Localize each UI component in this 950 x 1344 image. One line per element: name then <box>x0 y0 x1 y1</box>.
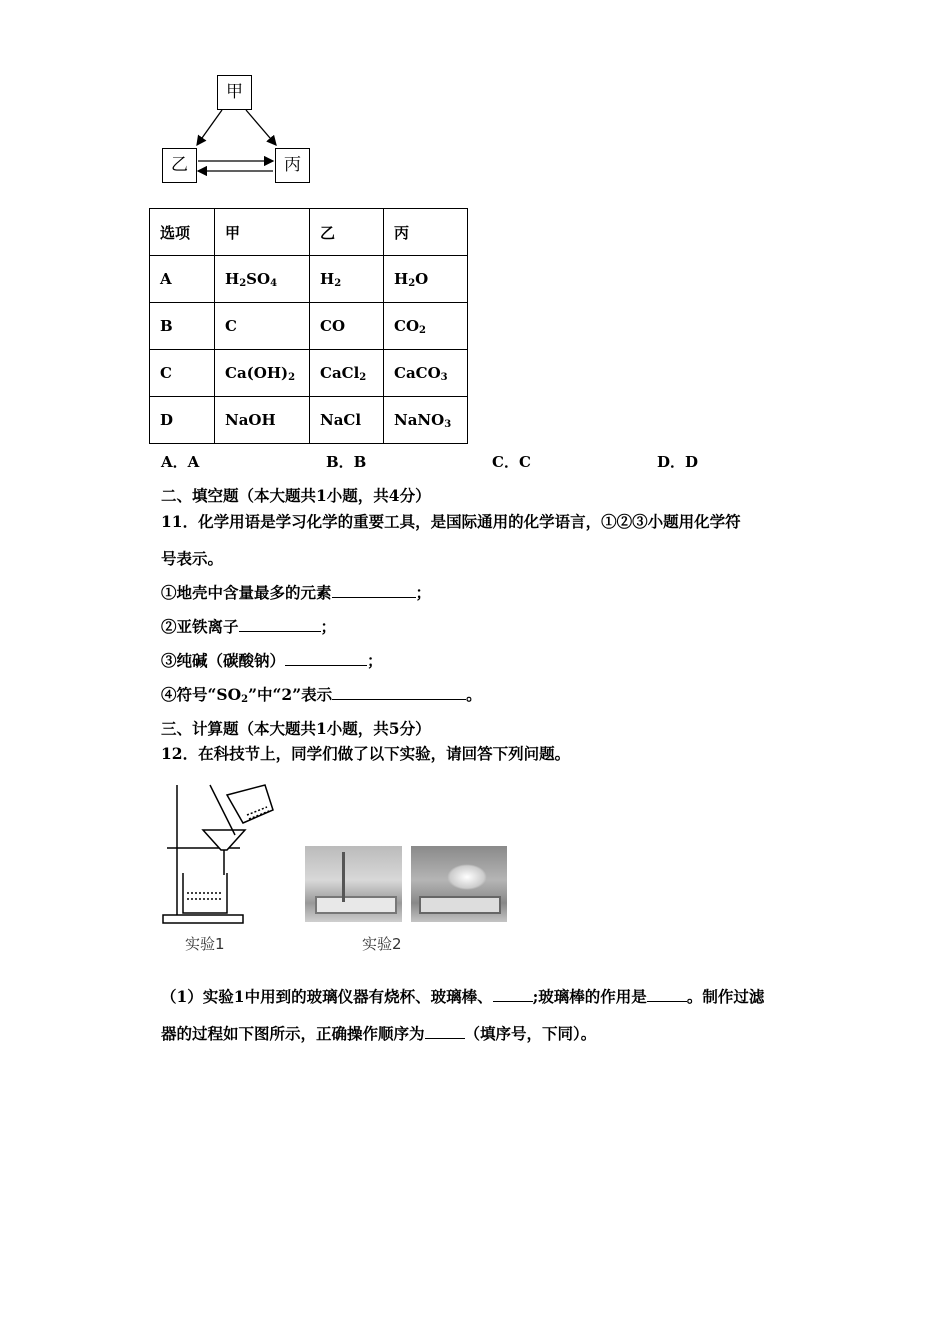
q12-stem: 12．在科技节上，同学们做了以下实验，请回答下列问题。 <box>161 744 571 763</box>
table-cell: $H_2SO_4$ <box>215 256 310 303</box>
diagram-arrows <box>0 0 360 200</box>
q11-stem-line1: 11．化学用语是学习化学的重要工具，是国际通用的化学语言，①②③小题用化学符 <box>161 512 741 531</box>
answer-blank[interactable] <box>493 987 533 1002</box>
table-cell: $H_2$ <box>310 256 384 303</box>
answer-blank[interactable] <box>647 987 687 1002</box>
table-row <box>150 397 468 444</box>
answer-blank[interactable] <box>285 651 367 666</box>
header-cell: 丙 <box>384 209 468 256</box>
node-bing: 丙 <box>275 148 310 183</box>
table-row <box>150 256 468 303</box>
table-cell: C <box>150 350 215 397</box>
period: 。 <box>466 685 482 704</box>
q11-item1-text: ①地壳中含量最多的元素 <box>161 583 332 602</box>
node-yi: 乙 <box>162 148 197 183</box>
q12-part1-text-a: （1）实验1中用到的玻璃仪器有烧杯、玻璃棒、 <box>161 987 493 1006</box>
q11-item3-text: ③纯碱（碳酸钠） <box>161 651 286 670</box>
choice-c: C．C <box>492 453 531 471</box>
q12-part1-line1 <box>161 985 764 1007</box>
q12-part1-text-b: ;玻璃棒的作用是 <box>532 987 647 1006</box>
q11-item4-text: ④符号“$SO_2$”中“2”表示 <box>161 685 333 705</box>
node-jia: 甲 <box>217 75 252 110</box>
table-cell: $H_2O$ <box>384 256 468 303</box>
q12-part1-text-c: 。制作过滤 <box>686 987 765 1006</box>
q11-item3 <box>161 649 383 671</box>
table-cell: CO <box>310 303 384 350</box>
choice-b: B．B <box>326 453 367 471</box>
header-cell: 甲 <box>215 209 310 256</box>
q11-item1 <box>161 581 431 603</box>
table-cell: CaCO$_3$ <box>384 350 468 397</box>
section-heading-calc: 三、计算题（本大题共1小题，共5分） <box>161 719 431 738</box>
semicolon: ； <box>320 617 337 636</box>
table-row <box>150 303 468 350</box>
answer-blank[interactable] <box>239 617 321 632</box>
experiment2-photo-after <box>411 846 507 922</box>
table-cell: NaCl <box>310 397 384 444</box>
q11-item2-text: ②亚铁离子 <box>161 617 239 636</box>
table-cell: B <box>150 303 215 350</box>
semicolon: ； <box>415 583 432 602</box>
header-cell: 乙 <box>310 209 384 256</box>
filtration-apparatus-image <box>155 775 285 930</box>
table-cell: $CO_2$ <box>384 303 468 350</box>
q12-part1-text-d: 器的过程如下图所示，正确操作顺序为 <box>161 1024 425 1043</box>
semicolon: ； <box>367 651 383 670</box>
table-cell: NaNO$_3$ <box>384 397 468 444</box>
q11-item4 <box>161 683 482 705</box>
q11-stem-line2: 号表示。 <box>161 549 224 568</box>
section-heading-fill-blank: 二、填空题（本大题共1小题，共4分） <box>161 486 431 505</box>
table-cell: D <box>150 397 215 444</box>
header-cell: 选项 <box>150 209 215 256</box>
options-table <box>149 208 468 444</box>
experiment2-caption: 实验2 <box>362 935 402 953</box>
answer-blank[interactable] <box>332 685 466 700</box>
table-cell: NaOH <box>215 397 310 444</box>
q12-part1-text-e: （填序号，下同）。 <box>464 1024 597 1043</box>
choice-d: D．D <box>657 453 699 471</box>
experiment1-caption: 实验1 <box>185 935 225 953</box>
table-cell: C <box>215 303 310 350</box>
table-cell: $Ca(OH)_2$ <box>215 350 310 397</box>
experiment2-photo-before <box>305 846 402 922</box>
table-cell: A <box>150 256 215 303</box>
choice-a: A．A <box>161 453 200 471</box>
answer-blank[interactable] <box>425 1024 465 1039</box>
q11-item2 <box>161 615 336 637</box>
table-row <box>150 350 468 397</box>
table-cell: CaCl$_2$ <box>310 350 384 397</box>
table-header-row <box>150 209 468 256</box>
answer-blank[interactable] <box>332 583 416 598</box>
q12-part1-line2 <box>161 1022 596 1044</box>
